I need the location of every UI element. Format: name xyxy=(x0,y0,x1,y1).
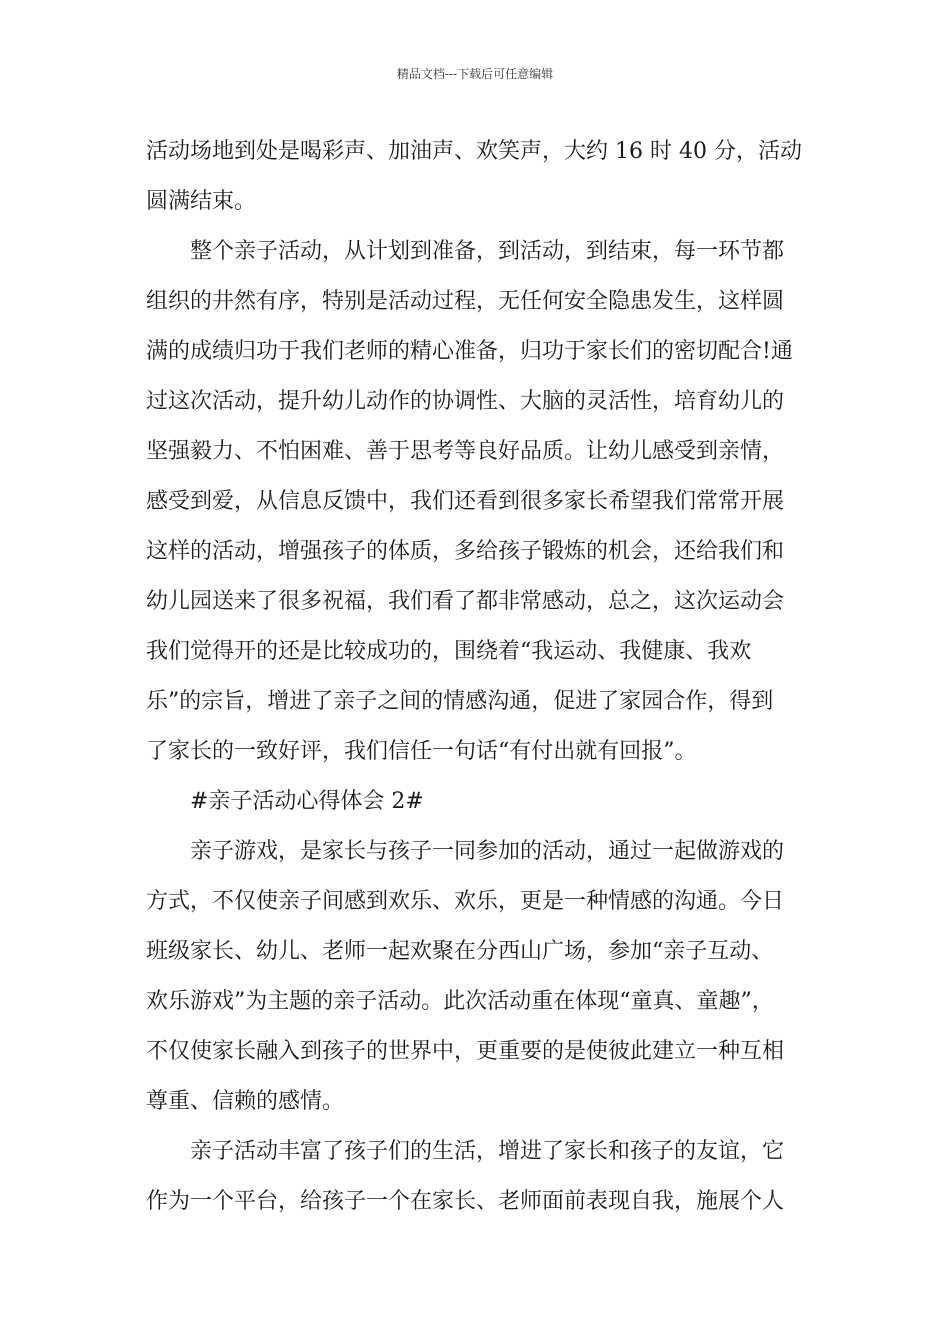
paragraph-2 xyxy=(146,227,810,777)
text-line: 欢乐游戏”为主题的亲子活动。此次活动重在体现“童真、童趣”， xyxy=(146,989,774,1014)
text-line: 活动场地到处是喝彩声、加油声、欢笑声，大约 16 时 40 分，活动 xyxy=(146,139,802,164)
text-line: 班级家长、幼儿、老师一起欢聚在分西山广场，参加“亲子互动、 xyxy=(146,939,774,964)
page-header: 精品文档---下载后可任意编辑 xyxy=(396,67,554,81)
section-heading xyxy=(146,777,810,827)
text-line: 作为一个平台，给孩子一个在家长、老师面前表现自我，施展个人 xyxy=(146,1189,785,1214)
text-line: 过这次活动，提升幼儿动作的协调性、大脑的灵活性，培育幼儿的 xyxy=(146,389,785,414)
text-line: 整个亲子活动，从计划到准备，到活动，到结束，每一环节都 xyxy=(190,239,785,264)
text-line: 不仅使家长融入到孩子的世界中，更重要的是使彼此建立一种互相 xyxy=(146,1039,785,1064)
paragraph-1 xyxy=(146,127,810,227)
text-line: 亲子活动丰富了孩子们的生活，增进了家长和孩子的友谊，它 xyxy=(190,1139,785,1164)
text-line: 组织的井然有序，特别是活动过程，无任何安全隐患发生，这样圆 xyxy=(146,289,785,314)
text-line: 我们觉得开的还是比较成功的，围绕着“我运动、我健康、我欢 xyxy=(146,639,752,664)
text-line: 乐”的宗旨，增进了亲子之间的情感沟通，促进了家园合作，得到 xyxy=(146,689,774,714)
document-body xyxy=(146,127,810,1227)
section-heading-text: #亲子活动心得体会 2# xyxy=(190,789,424,814)
text-line: 这样的活动，增强孩子的体质，多给孩子锻炼的机会，还给我们和 xyxy=(146,539,785,564)
text-line: 了家长的一致好评，我们信任一句话“有付出就有回报”。 xyxy=(146,739,697,764)
text-line: 圆满结束。 xyxy=(146,189,257,214)
text-line: 感受到爱，从信息反馈中，我们还看到很多家长希望我们常常开展 xyxy=(146,489,785,514)
text-line: 亲子游戏，是家长与孩子一同参加的活动，通过一起做游戏的 xyxy=(190,839,785,864)
text-line: 方式，不仅使亲子间感到欢乐、欢乐，更是一种情感的沟通。今日 xyxy=(146,889,785,914)
text-line: 幼儿园送来了很多祝福，我们看了都非常感动，总之，这次运动会 xyxy=(146,589,785,614)
paragraph-4 xyxy=(146,1127,810,1227)
paragraph-3 xyxy=(146,827,810,1127)
text-line: 尊重、信赖的感情。 xyxy=(146,1089,345,1114)
text-line: 坚强毅力、不怕困难、善于思考等良好品质。让幼儿感受到亲情， xyxy=(146,439,785,464)
text-line: 满的成绩归功于我们老师的精心准备，归功于家长们的密切配合!通 xyxy=(146,339,793,364)
